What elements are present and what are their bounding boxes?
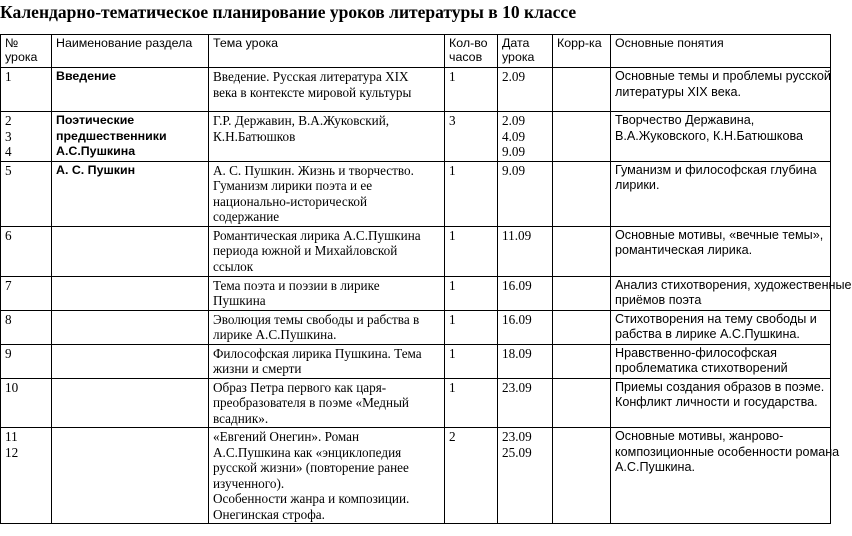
topic-line: А.С.Пушкина как «энциклопедия — [213, 444, 402, 460]
header-concepts: Основные понятия — [611, 35, 831, 68]
cell-section — [52, 276, 209, 310]
cell-topic — [209, 310, 445, 344]
cell-correction — [553, 344, 611, 378]
topic-line: содержание — [213, 209, 280, 224]
cell-section: Поэтические предшественники А.С.Пушкина — [52, 112, 209, 162]
topic-line: Образ Петра первого как царя- — [213, 379, 387, 395]
cell-date — [498, 344, 553, 378]
cell-topic — [209, 161, 445, 226]
lesson-date: 18.09 — [502, 345, 532, 361]
topic-line: лирике А.С.Пушкина. — [213, 327, 337, 342]
cell-section — [52, 344, 209, 378]
cell-section: А. С. Пушкин — [52, 161, 209, 226]
cell-hours: 3 — [445, 112, 498, 162]
cell-topic — [209, 112, 445, 162]
header-count-line: часов — [449, 50, 483, 64]
lesson-date: 23.09 — [502, 379, 532, 395]
cell-correction — [553, 428, 611, 524]
cell-concepts — [611, 310, 831, 344]
cell-correction — [553, 68, 611, 112]
cell-concepts — [611, 344, 831, 378]
topic-line: национально-исторической — [213, 193, 368, 209]
table-row — [1, 276, 831, 310]
concept-line: литературы XIX века. — [615, 84, 742, 99]
cell-concepts — [611, 112, 831, 162]
table-row — [1, 344, 831, 378]
lesson-number: 4 — [5, 144, 12, 159]
concept-line: Анализ стихотворения, художественные — [615, 277, 852, 292]
topic-line: ссылок — [213, 258, 254, 274]
cell-section: Введение — [52, 68, 209, 112]
header-section: Наименование раздела — [52, 35, 209, 68]
cell-date — [498, 310, 553, 344]
header-corr: Корр-ка — [553, 35, 611, 68]
cell-correction — [553, 276, 611, 310]
lesson-date: 2.09 — [502, 69, 526, 84]
cell-topic — [209, 378, 445, 428]
lesson-date: 23.09 — [502, 429, 532, 444]
header-num — [1, 35, 52, 68]
concept-line: Нравственно-философская — [615, 345, 777, 360]
cell-correction — [553, 112, 611, 162]
concept-line: Основные мотивы, «вечные темы», — [615, 227, 824, 242]
topic-line: Пушкина — [213, 293, 266, 308]
header-num-line: № — [5, 36, 19, 50]
cell-lesson-number — [1, 112, 52, 162]
lesson-number: 5 — [5, 162, 12, 178]
cell-concepts — [611, 276, 852, 310]
cell-hours: 1 — [445, 226, 498, 276]
page-title: Календарно-тематическое планирование уроков литературы в 10 классе — [0, 2, 577, 22]
lesson-plan-table — [0, 34, 852, 524]
cell-date — [498, 68, 553, 112]
lesson-number: 12 — [5, 444, 19, 460]
cell-topic — [209, 428, 445, 524]
topic-line: жизни и смерти — [213, 361, 302, 376]
topic-line: Эволюция темы свободы и рабства в — [213, 311, 420, 327]
cell-section — [52, 226, 209, 276]
cell-concepts — [611, 161, 831, 226]
topic-line: Гуманизм лирики поэта и ее — [213, 178, 373, 193]
header-row — [1, 35, 831, 68]
topic-line: Введение. Русская литература XIX — [213, 69, 409, 84]
lesson-date: 11.09 — [502, 227, 532, 243]
cell-concepts — [611, 378, 831, 428]
cell-concepts — [611, 428, 840, 524]
cell-section — [52, 428, 209, 524]
topic-line: русской жизни» (повторение ранее — [213, 460, 409, 475]
lesson-number: 3 — [5, 128, 12, 144]
cell-correction — [553, 378, 611, 428]
table-row — [1, 310, 831, 344]
lesson-number: 9 — [5, 345, 12, 361]
header-num-line: урока — [5, 50, 38, 64]
cell-topic — [209, 226, 445, 276]
cell-lesson-number — [1, 344, 52, 378]
topic-line: всадник». — [213, 410, 269, 426]
cell-date — [498, 226, 553, 276]
cell-lesson-number — [1, 428, 52, 524]
topic-line: Философская лирика Пушкина. Тема — [213, 345, 422, 361]
concept-line: приёмов поэта — [615, 293, 702, 307]
concept-line: проблематика стихотворений — [615, 361, 788, 375]
header-count — [445, 35, 498, 68]
cell-hours: 1 — [445, 310, 498, 344]
table-row — [1, 112, 831, 162]
table-row — [1, 428, 831, 524]
lesson-date: 16.09 — [502, 277, 532, 293]
cell-hours: 1 — [445, 68, 498, 112]
lesson-number: 2 — [5, 113, 12, 128]
cell-hours: 1 — [445, 344, 498, 378]
lesson-date: 9.09 — [502, 162, 526, 178]
cell-lesson-number — [1, 68, 52, 112]
cell-topic — [209, 68, 445, 112]
concept-line: композиционные особенности романа — [615, 444, 840, 459]
concept-line: Конфликт личности и государства. — [615, 395, 818, 409]
lesson-date: 16.09 — [502, 311, 532, 327]
header-date-line: Дата — [502, 36, 530, 50]
concept-line: Основные темы и проблемы русской — [615, 69, 831, 83]
concept-line: Основные мотивы, жанрово- — [615, 429, 784, 443]
cell-topic — [209, 276, 445, 310]
lesson-date: 2.09 — [502, 113, 526, 128]
cell-correction — [553, 226, 611, 276]
topic-line: К.Н.Батюшков — [213, 128, 296, 144]
lesson-number: 7 — [5, 277, 12, 293]
cell-date — [498, 112, 553, 162]
topic-line: «Евгений Онегин». Роман — [213, 429, 360, 444]
topic-line: века в контексте мировой культуры — [213, 84, 412, 100]
topic-line: Тема поэта и поэзии в лирике — [213, 277, 380, 293]
table-row — [1, 68, 831, 112]
header-date — [498, 35, 553, 68]
topic-line: Онегинская строфа. — [213, 506, 325, 522]
cell-hours: 1 — [445, 276, 498, 310]
cell-correction — [553, 310, 611, 344]
concept-line: Творчество Державина, — [615, 113, 755, 127]
concept-line: А.С.Пушкина. — [615, 460, 695, 474]
concept-line: Гуманизм и философская глубина — [615, 162, 817, 177]
cell-date — [498, 161, 553, 226]
cell-correction — [553, 161, 611, 226]
cell-lesson-number — [1, 226, 52, 276]
cell-concepts — [611, 226, 831, 276]
cell-section — [52, 378, 209, 428]
cell-hours: 1 — [445, 161, 498, 226]
lesson-number: 8 — [5, 311, 12, 327]
lesson-date: 25.09 — [502, 444, 532, 460]
cell-topic — [209, 344, 445, 378]
lesson-date: 4.09 — [502, 128, 526, 144]
lesson-number: 11 — [5, 429, 18, 444]
table-row — [1, 378, 831, 428]
cell-lesson-number — [1, 378, 52, 428]
concept-line: Стихотворения на тему свободы и — [615, 311, 817, 326]
cell-section — [52, 310, 209, 344]
cell-hours: 2 — [445, 428, 498, 524]
concept-line: В.А.Жуковского, К.Н.Батюшкова — [615, 128, 804, 143]
topic-line: А. С. Пушкин. Жизнь и творчество. — [213, 162, 414, 178]
header-count-line: Кол-во — [449, 36, 488, 50]
concept-line: лирики. — [615, 178, 660, 192]
concept-line: Приемы создания образов в поэме. — [615, 379, 825, 394]
cell-concepts — [611, 68, 831, 112]
topic-line: периода южной и Михайловской — [213, 243, 398, 258]
cell-lesson-number — [1, 310, 52, 344]
topic-line: Г.Р. Державин, В.А.Жуковский, — [213, 113, 390, 128]
lesson-number: 1 — [5, 69, 12, 84]
concept-line: рабства в лирике А.С.Пушкина. — [615, 327, 800, 341]
cell-date — [498, 378, 553, 428]
concept-line: романтическая лирика. — [615, 243, 753, 257]
header-date-line: урока — [502, 50, 535, 64]
cell-lesson-number — [1, 161, 52, 226]
lesson-number: 10 — [5, 379, 19, 395]
cell-date — [498, 276, 553, 310]
lesson-date: 9.09 — [502, 144, 526, 159]
table-row — [1, 161, 831, 226]
cell-date — [498, 428, 553, 524]
cell-hours: 1 — [445, 378, 498, 428]
lesson-number: 6 — [5, 227, 12, 243]
topic-line: Особенности жанра и композиции. — [213, 491, 410, 506]
table-row — [1, 226, 831, 276]
topic-line: Романтическая лирика А.С.Пушкина — [213, 227, 421, 243]
topic-line: изученного). — [213, 475, 285, 491]
header-topic: Тема урока — [209, 35, 445, 68]
topic-line: преобразователя в поэме «Медный — [213, 395, 409, 410]
cell-lesson-number — [1, 276, 52, 310]
